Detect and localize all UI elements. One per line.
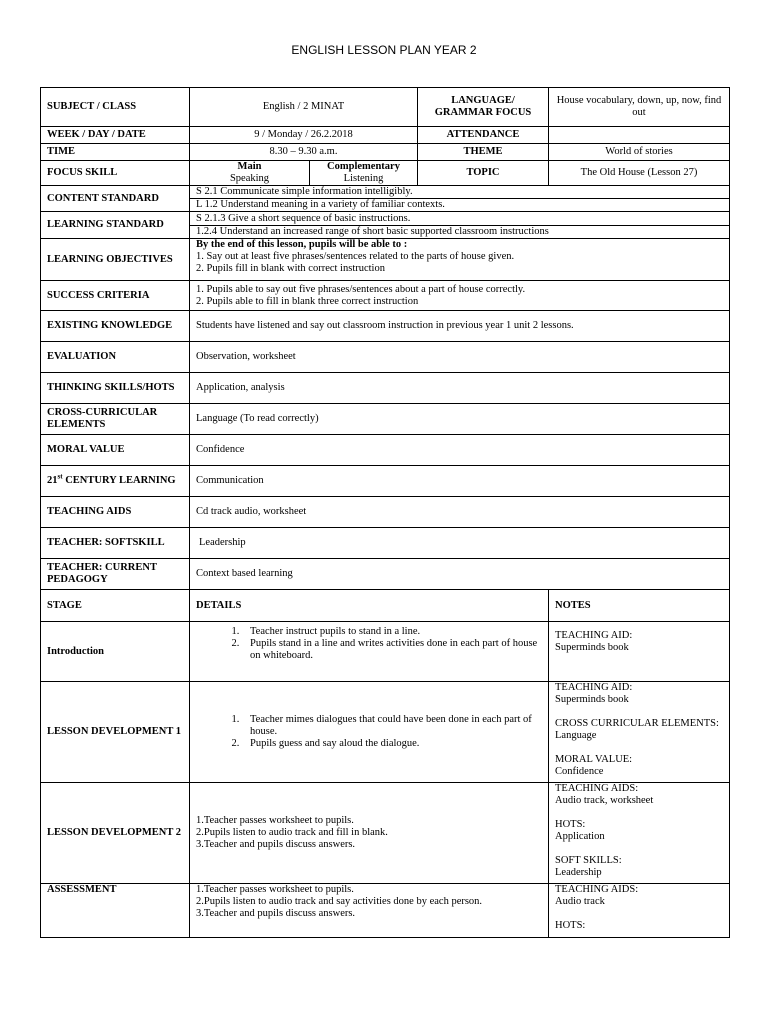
lesson-dev-2-detail-2: 2.Pupils listen to audio track and fill in blank. (196, 827, 388, 838)
assessment-detail-3: 3.Teacher and pupils discuss answers. (196, 908, 356, 919)
stage-assessment: ASSESSMENT (41, 884, 190, 938)
focus-main (190, 161, 310, 186)
assessment-notes (549, 884, 730, 938)
objective-1: 1. Say out at least five phrases/sentences related to the parts of house given. (196, 251, 515, 262)
stage-introduction: Introduction (41, 622, 190, 682)
lesson-dev-2-notes (549, 783, 730, 884)
row-lesson-dev-2 (41, 783, 730, 884)
teaching-aids-label: TEACHING AIDS (41, 497, 190, 528)
stage-header: STAGE (41, 590, 190, 622)
softskill-value: Leadership (190, 528, 730, 559)
lesson-dev-1-detail-2: 2. Pupils guess and say aloud the dialogue. (242, 738, 542, 750)
row-week (41, 127, 730, 144)
assessment-note-b1: HOTS: (555, 920, 586, 931)
pedagogy-value: Context based learning (190, 559, 730, 590)
lesson-dev-1-note-c1: MORAL VALUE: (555, 754, 633, 765)
learning-standard-2: 1.2.4 Understand an increased range of short basic supported classroom instructions (190, 225, 729, 238)
row-stage-header (41, 590, 730, 622)
lesson-dev-1-note-a2: Superminds book (555, 694, 629, 705)
row-aids (41, 497, 730, 528)
introduction-detail-1: 1. Teacher instruct pupils to stand in a line. (242, 626, 542, 638)
cross-curricular-value: Language (To read correctly) (190, 404, 730, 435)
week-label: WEEK / DAY / DATE (41, 127, 190, 144)
language-value: House vocabulary, down, up, now, find out (549, 88, 730, 127)
lesson-dev-1-note-a1: TEACHING AID: (555, 682, 633, 693)
lesson-dev-1-note-b1: CROSS CURRICULAR ELEMENTS: (555, 718, 719, 729)
introduction-notes (549, 622, 730, 682)
row-thinking (41, 373, 730, 404)
assessment-detail-2: 2.Pupils listen to audio track and say activities done by each person. (196, 896, 483, 907)
language-label: LANGUAGE/ GRAMMAR FOCUS (418, 88, 549, 127)
assessment-note-a2: Audio track (555, 896, 605, 907)
lesson-dev-2-note-c1: SOFT SKILLS: (555, 855, 622, 866)
row-objectives (41, 239, 730, 281)
focus-main-label: Main (237, 161, 262, 172)
evaluation-label: EVALUATION (41, 342, 190, 373)
focus-complementary (310, 161, 418, 186)
existing-knowledge-value: Students have listened and say out classroom instruction in previous year 1 unit 2 lessons. (190, 311, 730, 342)
theme-value: World of stories (549, 144, 730, 161)
lesson-dev-2-note-b1: HOTS: (555, 819, 586, 830)
subject-value: English / 2 MINAT (190, 88, 418, 127)
stage-lesson-development-1: LESSON DEVELOPMENT 1 (41, 682, 190, 783)
lesson-dev-1-details (190, 682, 549, 783)
row-moral (41, 435, 730, 466)
century-learning-label (41, 466, 190, 497)
focus-main-value: Speaking (229, 173, 270, 184)
century-learning-value: Communication (190, 466, 730, 497)
objectives-intro: By the end of this lesson, pupils will be able to : (196, 239, 408, 250)
success-1: 1. Pupils able to say out five phrases/sentences about a part of house correctly. (196, 283, 526, 295)
attendance-label: ATTENDANCE (418, 127, 549, 144)
existing-knowledge-label: EXISTING KNOWLEDGE (41, 311, 190, 342)
row-existing (41, 311, 730, 342)
cross-curricular-label: CROSS-CURRICULAR ELEMENTS (41, 404, 190, 435)
focus-skill-label: FOCUS SKILL (41, 161, 190, 186)
success-criteria-value (190, 281, 730, 311)
focus-comp-label: Complementary (327, 161, 400, 172)
row-subject (41, 88, 730, 127)
row-learning-standard (41, 212, 730, 239)
assessment-note-a1: TEACHING AIDS: (555, 884, 639, 895)
objectives-value (190, 239, 730, 281)
lesson-dev-1-detail-1: 1. Teacher mimes dialogues that could have been done in each part of house. (242, 714, 542, 738)
content-standard-1: S 2.1 Communicate simple information intelligibly. (196, 186, 413, 197)
lesson-dev-1-notes (549, 682, 730, 783)
topic-label: TOPIC (418, 161, 549, 186)
row-pedagogy (41, 559, 730, 590)
assessment-details (190, 884, 549, 938)
moral-value-label: MORAL VALUE (41, 435, 190, 466)
row-success (41, 281, 730, 311)
document-title: ENGLISH LESSON PLAN YEAR 2 (291, 43, 477, 57)
time-value: 8.30 – 9.30 a.m. (190, 144, 418, 161)
lesson-dev-2-details (190, 783, 549, 884)
learning-standard-value (190, 212, 730, 239)
introduction-details (190, 622, 549, 682)
lesson-dev-1-note-b2: Language (555, 730, 597, 741)
century-sup: st (57, 472, 63, 481)
lesson-plan-table (40, 87, 730, 938)
time-label: TIME (41, 144, 190, 161)
subject-label: SUBJECT / CLASS (41, 88, 190, 127)
focus-comp-value: Listening (343, 173, 384, 184)
row-introduction (41, 622, 730, 682)
lesson-dev-2-note-a1: TEACHING AIDS: (555, 783, 639, 794)
row-century (41, 466, 730, 497)
lesson-dev-2-detail-1: 1.Teacher passes worksheet to pupils. (196, 815, 354, 826)
century-rest: CENTURY LEARNING (62, 475, 176, 486)
lesson-dev-1-note-c2: Confidence (555, 766, 604, 777)
row-cross (41, 404, 730, 435)
success-2: 2. Pupils able to fill in blank three correct instruction (196, 295, 419, 307)
stage-lesson-development-2: LESSON DEVELOPMENT 2 (41, 783, 190, 884)
row-assessment (41, 884, 730, 938)
thinking-skills-value: Application, analysis (190, 373, 730, 404)
attendance-value (549, 127, 730, 144)
row-focus (41, 161, 730, 186)
week-value: 9 / Monday / 26.2.2018 (190, 127, 418, 144)
evaluation-value: Observation, worksheet (190, 342, 730, 373)
introduction-note-2: Superminds book (555, 642, 629, 653)
lesson-dev-2-detail-3: 3.Teacher and pupils discuss answers. (196, 839, 356, 850)
moral-value-value: Confidence (190, 435, 730, 466)
row-time (41, 144, 730, 161)
softskill-label: TEACHER: SOFTSKILL (41, 528, 190, 559)
content-standard-label: CONTENT STANDARD (41, 186, 190, 212)
teaching-aids-value: Cd track audio, worksheet (190, 497, 730, 528)
notes-header: NOTES (549, 590, 730, 622)
introduction-detail-2: 2. Pupils stand in a line and writes activities done in each part of house on whiteboard. (242, 638, 542, 662)
success-criteria-label: SUCCESS CRITERIA (41, 281, 190, 311)
thinking-skills-label: THINKING SKILLS/HOTS (41, 373, 190, 404)
details-header: DETAILS (190, 590, 549, 622)
theme-label: THEME (418, 144, 549, 161)
row-softskill (41, 528, 730, 559)
introduction-note-1: TEACHING AID: (555, 630, 633, 641)
row-content-standard (41, 186, 730, 212)
row-lesson-dev-1 (41, 682, 730, 783)
learning-standard-label: LEARNING STANDARD (41, 212, 190, 239)
objective-2: 2. Pupils fill in blank with correct instruction (196, 263, 385, 274)
objectives-label: LEARNING OBJECTIVES (41, 239, 190, 281)
lesson-dev-2-note-a2: Audio track, worksheet (555, 795, 654, 806)
century-num: 21 (47, 475, 58, 486)
assessment-detail-1: 1.Teacher passes worksheet to pupils. (196, 884, 354, 895)
content-standard-2: L 1.2 Understand meaning in a variety of familiar contexts. (190, 198, 729, 211)
topic-value: The Old House (Lesson 27) (549, 161, 730, 186)
pedagogy-label: TEACHER: CURRENT PEDAGOGY (41, 559, 190, 590)
row-evaluation (41, 342, 730, 373)
lesson-dev-2-note-c2: Leadership (555, 867, 602, 878)
learning-standard-1: S 2.1.3 Give a short sequence of basic instructions. (196, 212, 411, 224)
content-standard-value (190, 186, 730, 212)
lesson-dev-2-note-b2: Application (555, 831, 605, 842)
